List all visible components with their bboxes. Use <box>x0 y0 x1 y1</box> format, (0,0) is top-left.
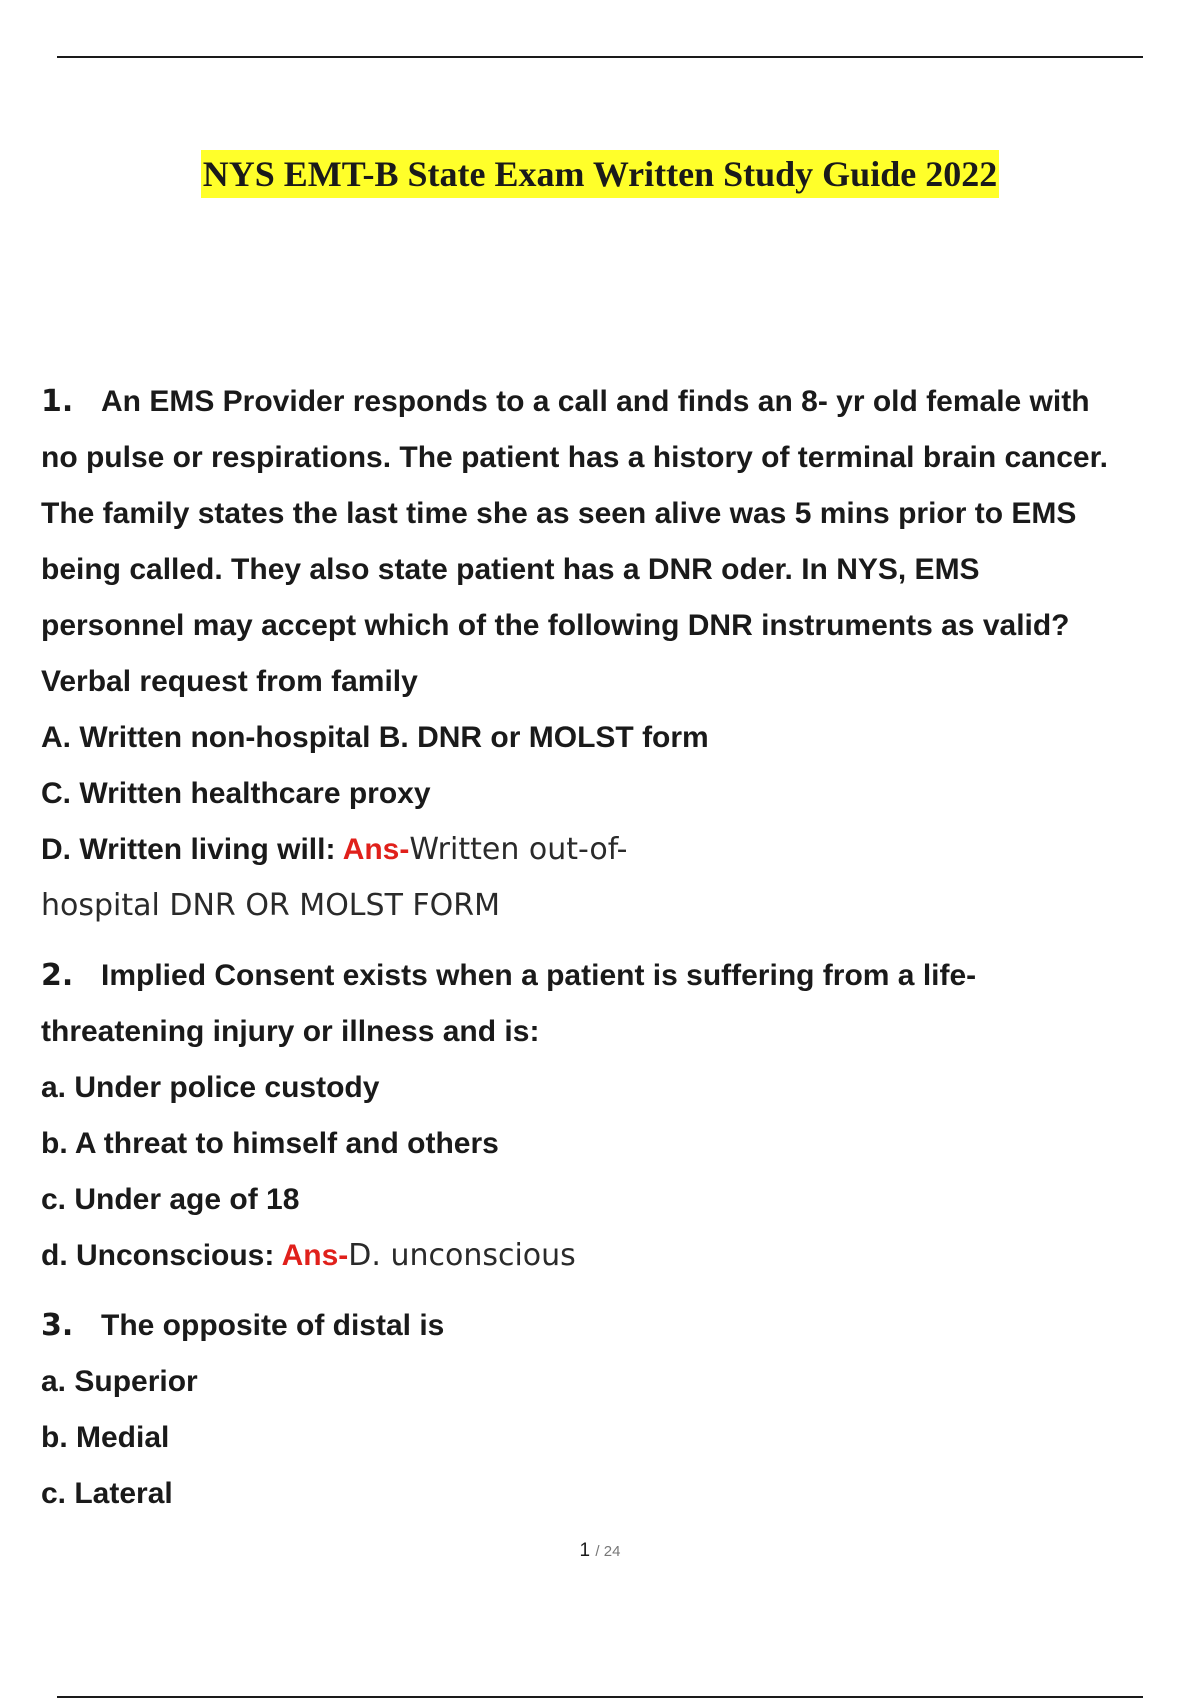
question-3-option-b: b. Medial <box>41 1421 170 1454</box>
page-current: 1 <box>579 1540 591 1561</box>
question-3-line-1: 3. The opposite of distal is <box>41 1298 1191 1354</box>
question-1-line-2: no pulse or respirations. The patient has a history of terminal brain cancer. <box>41 441 1108 474</box>
answer-label: Ans- <box>342 833 410 866</box>
question-1-line-6: Verbal request from family <box>41 665 418 698</box>
question-3-option-a: a. Superior <box>41 1365 198 1398</box>
question-1-number: 1. <box>41 384 74 419</box>
bottom-rule <box>57 1696 1143 1698</box>
question-2-option-d: d. Unconscious: Ans-D. unconscious <box>41 1238 576 1273</box>
question-1-option-c: C. Written healthcare proxy <box>41 777 431 810</box>
page-total: / 24 <box>595 1543 621 1560</box>
question-1-line-1: 1. An EMS Provider responds to a call and finds an 8- yr old female with <box>41 374 1191 430</box>
question-1-option-a: A. Written non-hospital B. DNR or MOLST form <box>41 721 709 754</box>
answer-text: Written out-of- <box>409 832 628 867</box>
question-list <box>41 374 1191 1522</box>
question-2-line-1: 2. Implied Consent exists when a patient is suffering from a life- <box>41 948 1191 1004</box>
question-2-option-c: c. Under age of 18 <box>41 1183 300 1216</box>
document-title: NYS EMT-B State Exam Written Study Guide 2022 <box>201 150 999 198</box>
question-2-number: 2. <box>41 958 74 993</box>
answer-label: Ans- <box>281 1239 349 1272</box>
question-2-option-b: b. A threat to himself and others <box>41 1127 499 1160</box>
question-1 <box>41 374 1191 934</box>
question-1-line-4: being called. They also state patient has a DNR oder. In NYS, EMS <box>41 553 980 586</box>
question-1-option-d: D. Written living will: Ans-Written out-of- <box>41 832 628 867</box>
answer-text: D. unconscious <box>348 1238 576 1273</box>
question-3-number: 3. <box>41 1308 74 1343</box>
question-2 <box>41 948 1191 1284</box>
title-container <box>0 150 1200 198</box>
answer-continuation: hospital DNR OR MOLST FORM <box>41 888 501 923</box>
question-1-line-5: personnel may accept which of the following DNR instruments as valid? <box>41 609 1070 642</box>
page-number <box>0 1540 1200 1562</box>
question-3 <box>41 1298 1191 1522</box>
question-2-option-a: a. Under police custody <box>41 1071 380 1104</box>
question-3-option-c: c. Lateral <box>41 1477 173 1510</box>
question-1-line-3: The family states the last time she as seen alive was 5 mins prior to EMS <box>41 497 1077 530</box>
top-rule <box>57 56 1143 58</box>
question-2-line-2: threatening injury or illness and is: <box>41 1015 540 1048</box>
